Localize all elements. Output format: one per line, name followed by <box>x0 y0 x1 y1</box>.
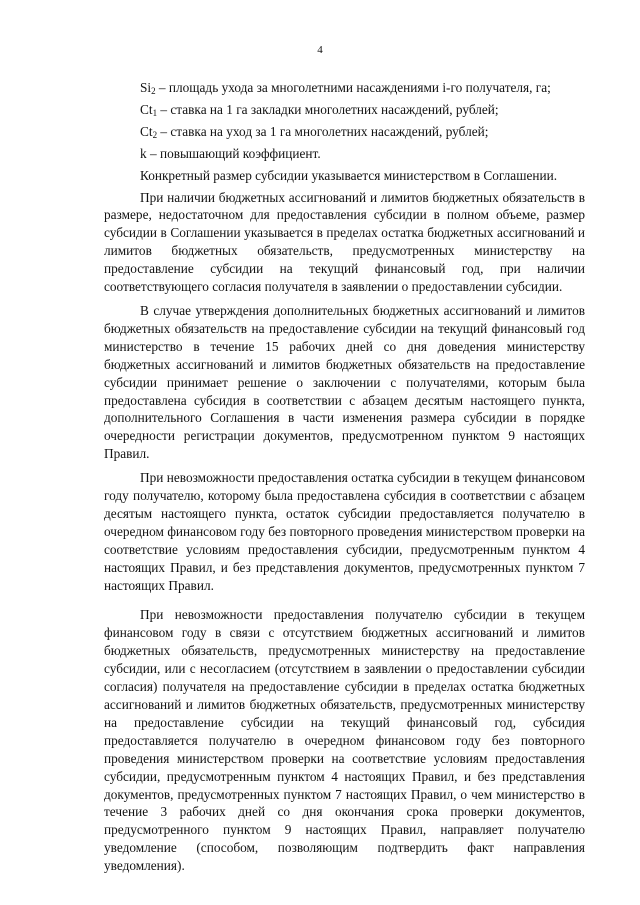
paragraph-remainder-next-year: При невозможности предоставления остатка субсидии в текущем финансовом году получателю, которому была предоставлена субсидия в соответствии с абзацем десятым настоящего пункта, остаток субсидии предоставляется получателю в очередном финансовом году без повторного проведения министерством проверки на соответствие условиям предоставления субсидии, предусмотренным пунктом 4 настоящих Правил, и без представления документов, предусмотренных пунктом 7 настоящих Правил. <box>104 470 585 593</box>
definition-text: – повышающий коэффициент. <box>146 145 321 161</box>
paragraph-additional-allocations: В случае утверждения дополнительных бюджетных ассигнований и лимитов бюджетных обязательств на предоставление субсидии на текущий финансовый год министерство в течение 15 рабочих дней со дня доведения министерству бюджетных ассигнований и лимитов бюджетных обязательств на предоставление субсидии принимает решение о заключении с получателями, которым была предоставлена субсидия в соответствии с абзацем десятым настоящего пункта, дополнительного Соглашения в части изменения размера субсидии в порядке очередности регистрации документов, предусмотренном пунктом 9 настоящих Правил. <box>104 302 585 462</box>
document-body <box>104 79 585 875</box>
definition-subscript: 2 <box>151 86 156 96</box>
definition-line <box>104 123 585 141</box>
paragraph-subsidy-size: Конкретный размер субсидии указывается министерством в Соглашении. <box>140 167 558 183</box>
definition-symbol: Si <box>140 80 152 95</box>
definition-symbol: Ct <box>140 123 153 139</box>
paragraph-no-funds-next-year: При невозможности предоставления получателю субсидии в текущем финансовом году в связи с отсутствием бюджетных ассигнований и лимитов бюджетных обязательств, предусмотренных министерству на предоставление субсидии, или с несогласием (отсутствием в заявлении о предоставлении субсидии согласия) получателя на предоставление субсидии в пределах остатка бюджетных ассигнований и лимитов бюджетных обязательств, предусмотренных министерству на предоставление субсидии на текущий финансовый год, субсидия предоставляется получателю в очередном финансовом году без повторного проведения министерством проверки на соответствие условиям предоставления субсидии, предусмотренным пунктом 4 настоящих Правил, и без представления документов, предусмотренных пунктом 7 настоящих Правил, о чем министерство в течение 3 рабочих дней со дня окончания срока проверки документов, предусмотренного пунктом 9 настоящих Правил, направляет получателю уведомление (способом, позволяющим подтвердить факт направления уведомления). <box>104 607 585 874</box>
definition-text: – ставка на 1 га закладки многолетних насаждений, рублей; <box>157 101 499 117</box>
definition-line <box>104 79 585 97</box>
definition-text: – ставка на уход за 1 га многолетних насаждений, рублей; <box>157 123 489 139</box>
definition-subscript: 2 <box>152 129 158 140</box>
paragraph-insufficient-funds: При наличии бюджетных ассигнований и лимитов бюджетных обязательств в размере, недостаточном для предоставления субсидии в полном объеме, размер субсидии в Соглашении указывается в пределах остатка бюджетных ассигнований и лимитов бюджетных обязательств, предусмотренных министерству на предоставление субсидии на текущий финансовый год, при наличии соответствующего согласия получателя в заявлении о предоставлении субсидии. <box>104 189 585 295</box>
page-number: 4 <box>317 44 323 56</box>
definition-subscript: 1 <box>152 107 158 118</box>
definition-line <box>104 101 585 119</box>
definition-symbol: k <box>140 145 147 161</box>
definition-line <box>104 145 585 163</box>
definition-text: – площадь ухода за многолетними насаждениями i-го получателя, га; <box>155 80 551 95</box>
definition-symbol: Ct <box>140 101 153 117</box>
